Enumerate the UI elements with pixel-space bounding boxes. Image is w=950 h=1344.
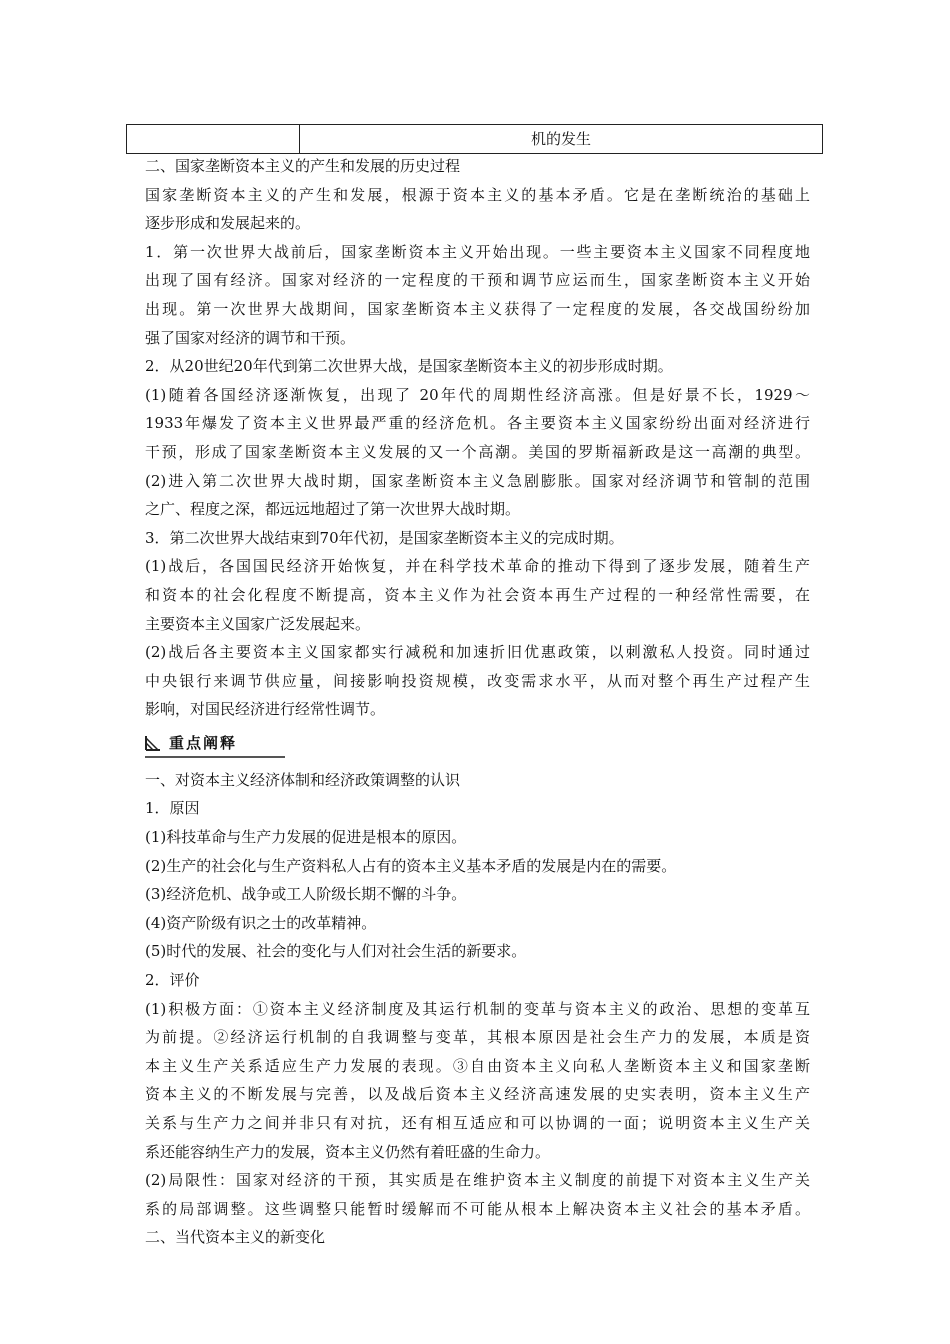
list-item: (2)生产的社会化与生产资料私人占有的资本主义基本矛盾的发展是内在的需要。 xyxy=(145,856,677,875)
paragraph-line: 强了国家对经济的调节和干预。 xyxy=(145,328,356,347)
paragraph-line: 资本主义的不断发展与完善，以及战后资本主义经济高速发展的史实表明，资本主义生产 xyxy=(145,1085,810,1104)
section-banner-underline xyxy=(145,756,285,758)
paragraph-line: 关系与生产力之间并非只有对抗，还有相互适应和可以协调的一面；说明资本主义生产关 xyxy=(145,1114,810,1132)
paragraph-line: 出现。第一次世界大战期间，国家垄断资本主义获得了一定程度的发展，各交战国纷纷加 xyxy=(145,299,810,318)
corner-triangle-icon xyxy=(145,735,161,751)
paragraph-line: 系还能容纳生产力的发展，资本主义仍然有着旺盛的生命力。 xyxy=(145,1142,551,1161)
paragraph-line: 中央银行来调节供应量，间接影响投资规模，改变需求水平，从而对整个再生产过程产生 xyxy=(145,671,810,690)
section-heading: 二、当代资本主义的新变化 xyxy=(145,1228,326,1247)
paragraph-line: 主要资本主义国家广泛发展起来。 xyxy=(145,614,371,633)
paragraph-line: 为前提。②经济运行机制的自我调整与变革，其根本原因是社会生产力的发展，本质是资 xyxy=(145,1028,810,1047)
section-banner xyxy=(145,726,810,760)
paragraph-line: (2)进入第二次世界大战时期，国家垄断资本主义急剧膨胀。国家对经济调节和管制的范围 xyxy=(145,471,810,490)
paragraph-line: 影响，对国民经济进行经常性调节。 xyxy=(145,700,386,719)
section-heading: 二、国家垄断资本主义的产生和发展的历史过程 xyxy=(145,157,461,175)
paragraph-line: 和资本的社会化程度不断提高，资本主义作为社会资本再生产过程的一种经常性需要，在 xyxy=(145,585,810,604)
paragraph-line: 干预，形成了国家垄断资本主义发展的又一个高潮。美国的罗斯福新政是这一高潮的典型。 xyxy=(145,442,810,461)
paragraph-line: (2)战后各主要资本主义国家都实行减税和加速折旧优惠政策，以刺激私人投资。同时通过 xyxy=(145,643,810,662)
section-heading: 一、对资本主义经济体制和经济政策调整的认识 xyxy=(145,770,461,789)
table-cell-empty xyxy=(127,125,300,153)
paragraph-line: 1933年爆发了资本主义世界最严重的经济危机。各主要资本主义国家纷纷出面对经济进行 xyxy=(145,414,810,433)
paragraph-line: 3．第二次世界大战结束到70年代初，是国家垄断资本主义的完成时期。 xyxy=(145,528,624,547)
section-banner-title: 重点阐释 xyxy=(169,734,238,753)
document-body xyxy=(145,152,810,1252)
paragraph-line: (1)积极方面：①资本主义经济制度及其运行机制的变革与资本主义的政治、思想的变革互 xyxy=(145,999,810,1018)
subheading: 2．评价 xyxy=(145,971,200,990)
paragraph-line: (1)战后，各国国民经济开始恢复，并在科学技术革命的推动下得到了逐步发展，随着生产 xyxy=(145,557,810,576)
list-item: (5)时代的发展、社会的变化与人们对社会生活的新要求。 xyxy=(145,942,527,961)
list-item: (1)科技革命与生产力发展的促进是根本的原因。 xyxy=(145,828,467,847)
paragraph-line: (2)局限性：国家对经济的干预，其实质是在维护资本主义制度的前提下对资本主义生产关 xyxy=(145,1171,810,1190)
subheading: 1．原因 xyxy=(145,799,200,818)
list-item: (4)资产阶级有识之士的改革精神。 xyxy=(145,913,377,932)
paragraph-line: 1．第一次世界大战前后，国家垄断资本主义开始出现。一些主要资本主义国家不同程度地 xyxy=(145,242,810,261)
paragraph-line: (1)随着各国经济逐渐恢复，出现了 20年代的周期性经济高涨。但是好景不长，1929～ xyxy=(145,385,810,404)
paragraph-line: 之广、程度之深，都远远地超过了第一次世界大战时期。 xyxy=(145,500,521,519)
paragraph-line: 本主义生产关系适应生产力发展的表现。③自由资本主义向私人垄断资本主义和国家垄断 xyxy=(145,1056,810,1075)
paragraph-line: 出现了国有经济。国家对经济的一定程度的干预和调节应运而生，国家垄断资本主义开始 xyxy=(145,271,810,290)
table-cell-text: 机的发生 xyxy=(530,130,591,148)
list-item: (3)经济危机、战争或工人阶级长期不懈的斗争。 xyxy=(145,885,467,904)
table-fragment xyxy=(126,124,823,154)
paragraph-line: 国家垄断资本主义的产生和发展，根源于资本主义的基本矛盾。它是在垄断统治的基础上 xyxy=(145,185,810,204)
paragraph-line: 2．从20世纪20年代到第二次世界大战，是国家垄断资本主义的初步形成时期。 xyxy=(145,357,673,376)
paragraph-line: 逐步形成和发展起来的。 xyxy=(145,214,311,233)
paragraph-line: 系的局部调整。这些调整只能暂时缓解而不可能从根本上解决资本主义社会的基本矛盾。 xyxy=(145,1199,810,1218)
